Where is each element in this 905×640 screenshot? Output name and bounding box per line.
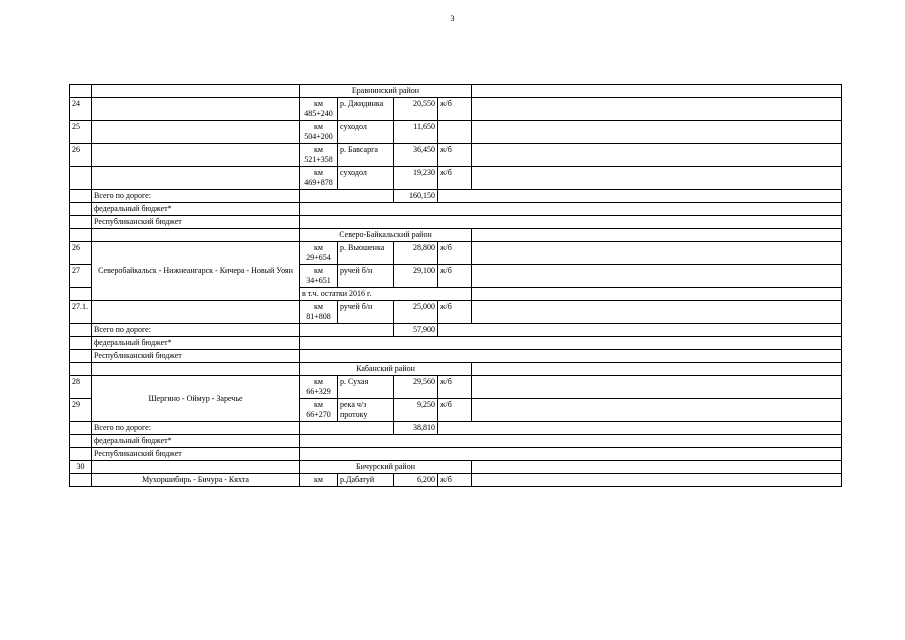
km-cell: км 81+808 [300,301,338,324]
type-cell: ж/б [438,167,472,190]
km-cell: км 504+200 [300,121,338,144]
object-cell: р. Джидинка [338,98,394,121]
page-number: 3 [450,14,455,23]
type-cell: ж/б [438,144,472,167]
row-number: 29 [70,399,92,422]
federal-label: федеральный бюджет* [92,435,300,448]
object-cell: суходол [338,121,394,144]
km-cell: км 66+270 [300,399,338,422]
length-cell: 29,100 [394,265,438,288]
object-cell: ручей б/н [338,265,394,288]
federal-label: федеральный бюджет* [92,203,300,216]
republic-label: Республиканский бюджет [92,216,300,229]
object-cell: река ч/з протоку [338,399,394,422]
bridges-table: Еравнинский район 24 км 485+240 р. Джидинка 20,550 ж/б 25 км 504+200 суходол 11,650 26 км 521+358 р. Бавсарга 36,450 ж/б км 469+878 суходол 19,230 ж/б Всего по дороге: 160,150 федеральный бюджет* Республиканский бюджет Северо-Байкальский район 26 Северобайкальск - Нижнеангарск - Кичера - Новый Уоян км 29+654 р. Вьюшенка 28,800 ж/б 27 км 34+651 ручей б/н 29,100 ж/б в т.ч. остатки 2016 г. 27.1. км 81+808 ручей б/н 25,000 ж/б Всего по дороге: 57,900 федеральный бюджет* Республиканский бюджет Кабанский район 28 Шергино - Оймур - Заречье км 66+329 р. Сухая 29,560 ж/б 29 км 66+270 река ч/з протоку 9,250 ж/б Всего по дороге: 38,810 федеральный бюджет* Республиканский бюджет 30 Бичурский район Мухоршибирь - Бичура - Кяхта км р.Дабатуй 6,200 ж/б [69,84,842,487]
row-number: 24 [70,98,92,121]
total-length: 57,900 [394,324,438,337]
object-cell: р.Дабатуй [338,474,394,487]
type-cell: ж/б [438,474,472,487]
remainder-label: в т.ч. остатки 2016 г. [300,288,472,301]
length-cell: 19,230 [394,167,438,190]
road-name: Шергино - Оймур - Заречье [92,376,300,422]
district-heading: Кабанский район [300,363,472,376]
type-cell: ж/б [438,265,472,288]
object-cell: ручей б/н [338,301,394,324]
total-label: Всего по дороге: [92,190,300,203]
object-cell: р. Сухая [338,376,394,399]
total-length: 38,810 [394,422,438,435]
type-cell [438,121,472,144]
total-label: Всего по дороге: [92,422,300,435]
district-heading: Еравнинский район [300,85,472,98]
row-number: 26 [70,242,92,265]
km-cell: км 469+878 [300,167,338,190]
km-cell: км 66+329 [300,376,338,399]
type-cell: ж/б [438,376,472,399]
total-length: 160,150 [394,190,438,203]
length-cell: 11,650 [394,121,438,144]
km-cell: км 521+358 [300,144,338,167]
length-cell: 20,550 [394,98,438,121]
type-cell: ж/б [438,242,472,265]
type-cell: ж/б [438,98,472,121]
type-cell: ж/б [438,399,472,422]
length-cell: 29,560 [394,376,438,399]
km-cell: км 34+651 [300,265,338,288]
total-label: Всего по дороге: [92,324,300,337]
republic-label: Республиканский бюджет [92,448,300,461]
length-cell: 25,000 [394,301,438,324]
district-heading: Бичурский район [300,461,472,474]
km-cell: км 485+240 [300,98,338,121]
object-cell: р. Бавсарга [338,144,394,167]
length-cell: 9,250 [394,399,438,422]
length-cell: 6,200 [394,474,438,487]
road-name: Мухоршибирь - Бичура - Кяхта [92,474,300,487]
type-cell: ж/б [438,301,472,324]
row-number: 27 [70,265,92,288]
length-cell: 36,450 [394,144,438,167]
length-cell: 28,800 [394,242,438,265]
road-name: Северобайкальск - Нижнеангарск - Кичера - Новый Уоян [92,242,300,301]
row-number: 28 [70,376,92,399]
row-number: 27.1. [70,301,92,324]
row-number: 25 [70,121,92,144]
km-cell: км 29+654 [300,242,338,265]
federal-label: федеральный бюджет* [92,337,300,350]
row-number: 26 [70,144,92,167]
km-cell: км [300,474,338,487]
object-cell: суходол [338,167,394,190]
object-cell: р. Вьюшенка [338,242,394,265]
district-heading: Северо-Байкальский район [300,229,472,242]
republic-label: Республиканский бюджет [92,350,300,363]
